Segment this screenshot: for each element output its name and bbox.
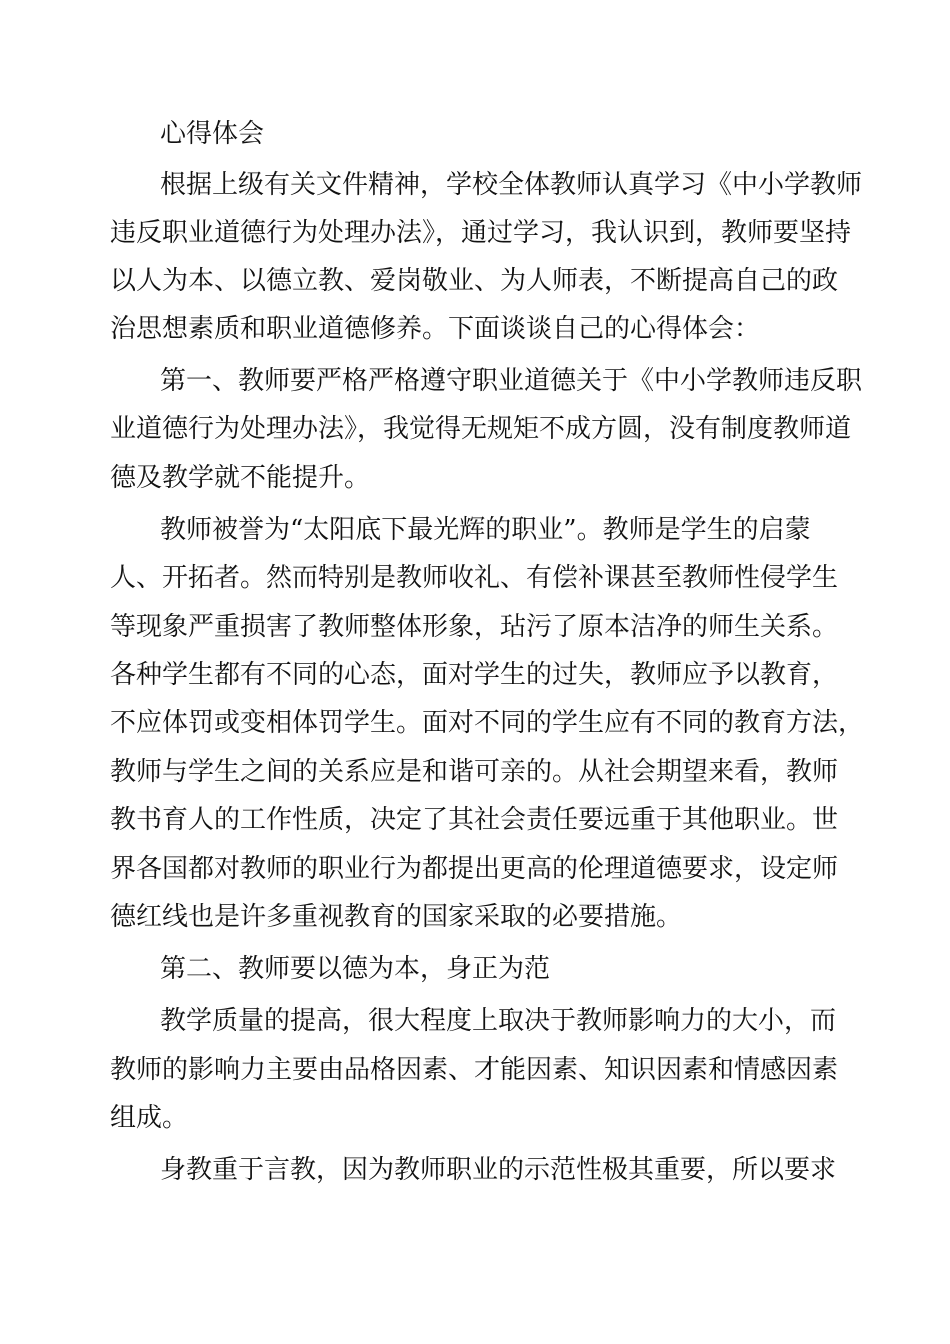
- text-line: 不应体罚或变相体罚学生。面对不同的学生应有不同的教育方法，: [110, 708, 865, 738]
- document-heading: 心得体会: [160, 119, 265, 149]
- text-line: 德及教学就不能提升。: [110, 463, 371, 493]
- text-line: 教师的影响力主要由品格因素、才能因素、知识因素和情感因素: [110, 1055, 839, 1085]
- text-line: 教学质量的提高，很大程度上取决于教师影响力的大小，而: [160, 1006, 837, 1036]
- text-line: 等现象严重损害了教师整体形象，玷污了原本洁净的师生关系。: [110, 612, 839, 642]
- text-line: 违反职业道德行为处理办法》，通过学习，我认识到，教师要坚持: [110, 218, 852, 248]
- text-line: 以人为本、以德立教、爱岗敬业、为人师表，不断提高自己的政: [110, 266, 839, 296]
- text-line: 人、开拓者。然而特别是教师收礼、有偿补课甚至教师性侵学生: [110, 563, 839, 593]
- text-line: 教师被誉为“太阳底下最光辉的职业”。教师是学生的启蒙: [160, 515, 811, 545]
- text-line: 身教重于言教，因为教师职业的示范性极其重要，所以要求: [160, 1155, 837, 1185]
- text-line: 根据上级有关文件精神，学校全体教师认真学习《中小学教师: [160, 170, 863, 200]
- text-line: 组成。: [110, 1103, 189, 1133]
- text-line: 德红线也是许多重视教育的国家采取的必要措施。: [110, 902, 683, 932]
- text-line: 界各国都对教师的职业行为都提出更高的伦理道德要求，设定师: [110, 854, 839, 884]
- text-line: 第一、教师要严格严格遵守职业道德关于《中小学教师违反职: [160, 366, 863, 396]
- text-line: 业道德行为处理办法》，我觉得无规矩不成方圆，没有制度教师道: [110, 414, 852, 444]
- text-line: 教师与学生之间的关系应是和谐可亲的。从社会期望来看，教师: [110, 757, 839, 787]
- text-line: 第二、教师要以德为本，身正为范: [160, 954, 551, 984]
- text-line: 治思想素质和职业道德修养。下面谈谈自己的心得体会：: [110, 314, 761, 344]
- text-line: 各种学生都有不同的心态，面对学生的过失，教师应予以教育，: [110, 660, 839, 690]
- text-line: 教书育人的工作性质，决定了其社会责任要远重于其他职业。世: [110, 805, 839, 835]
